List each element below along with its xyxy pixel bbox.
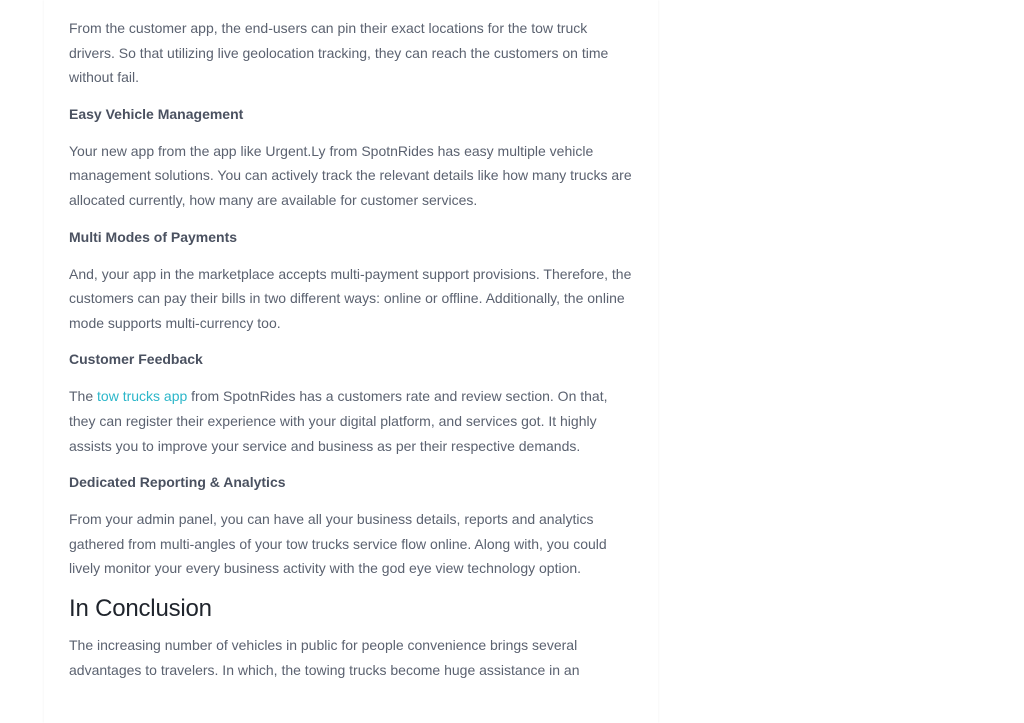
tow-trucks-app-link[interactable]: tow trucks app xyxy=(97,388,188,405)
paragraph-customer-feedback xyxy=(69,384,635,458)
paragraph-conclusion: The increasing number of vehicles in public for people convenience brings several advantages to travelers. In which, the towing trucks become huge assistance in an xyxy=(69,636,580,678)
article-column xyxy=(44,0,658,723)
heading-customer-feedback: Customer Feedback xyxy=(69,351,203,368)
paragraph-payments: And, your app in the marketplace accepts multi-payment support provisions. Therefore, the customers can pay their bills in two different ways: online or offline. Additionally, the online mode supports multi-currency too. xyxy=(69,265,632,331)
article-content xyxy=(69,16,635,694)
sidebar xyxy=(660,0,1024,723)
heading-in-conclusion: In Conclusion xyxy=(69,594,212,622)
paragraph-geolocation: From the customer app, the end-users can pin their exact locations for the tow truck drivers. So that utilizing live geolocation tracking, they can reach the customers on time without fail. xyxy=(69,20,609,86)
feedback-text-suffix: from SpotnRides has a customers rate and review section. On that, they can register their experience with your digital platform, and services got. It highly assists you to improve your service and business as per their respective demands. xyxy=(69,388,608,454)
heading-multi-modes-of-payments: Multi Modes of Payments xyxy=(69,228,238,245)
paragraph-reporting: From your admin panel, you can have all your business details, reports and analytics gathered from multi-angles of your tow trucks service flow online. Along with, you could lively monitor your every business activity with the god eye view technology option. xyxy=(69,511,607,577)
paragraph-vehicle-management: Your new app from the app like Urgent.Ly from SpotnRides has easy multiple vehicle management solutions. You can actively track the relevant details like how many trucks are allocated currently, how many are available for customer services. xyxy=(69,142,632,208)
heading-dedicated-reporting-analytics: Dedicated Reporting & Analytics xyxy=(69,474,286,491)
heading-easy-vehicle-management: Easy Vehicle Management xyxy=(69,105,244,122)
feedback-text-prefix: The xyxy=(69,388,98,405)
